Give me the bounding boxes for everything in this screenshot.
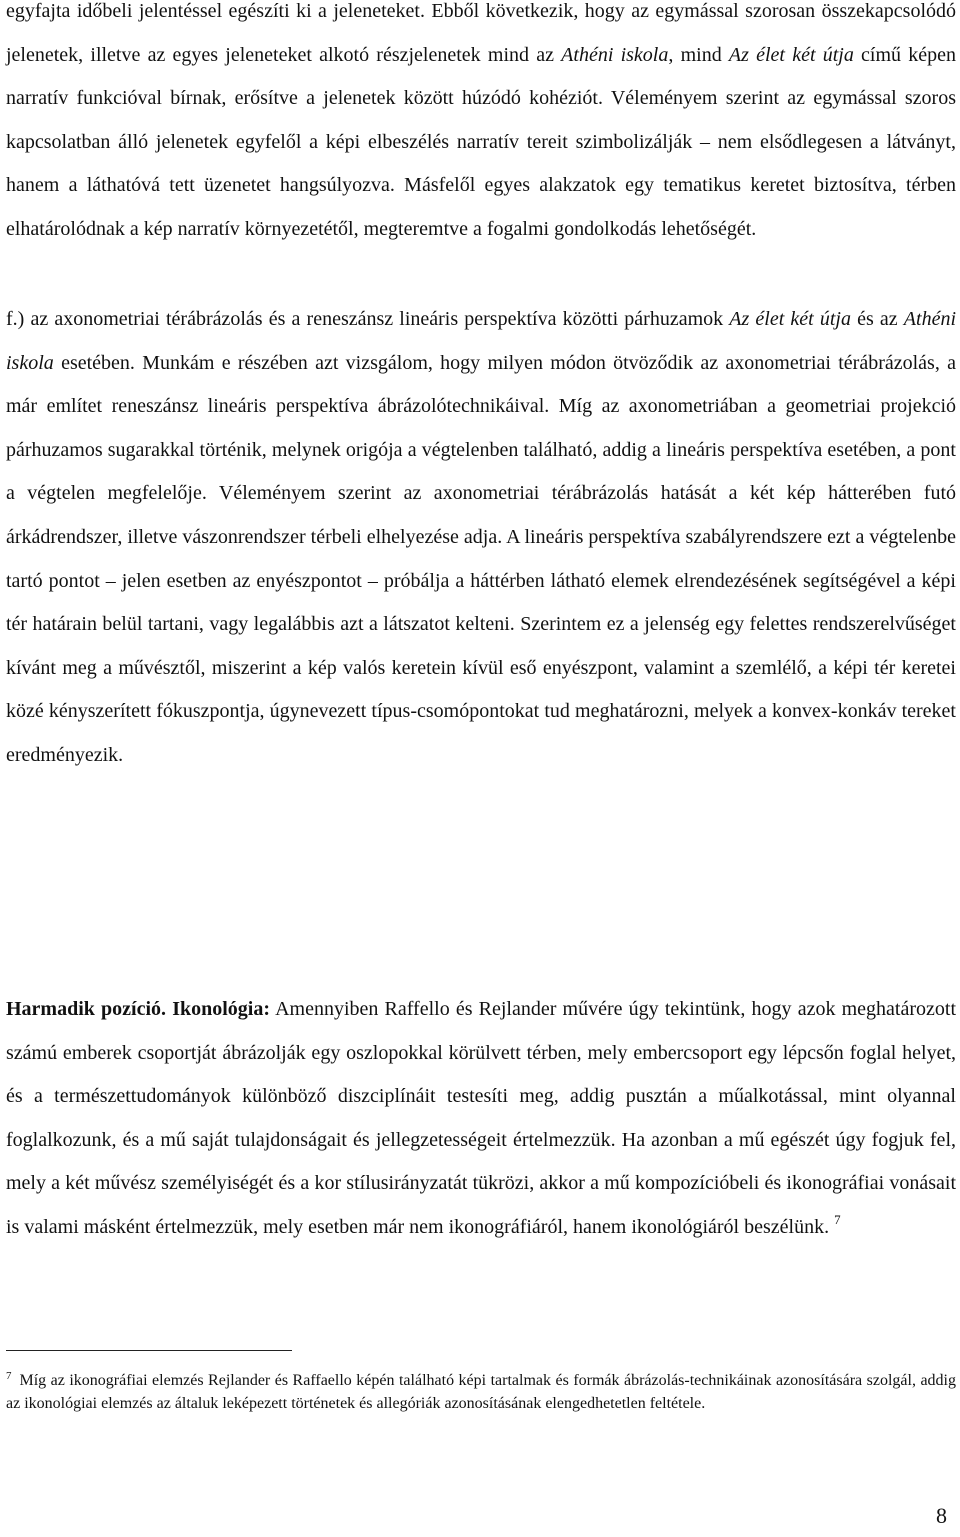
title-two-ways-of-life: Az élet két útja <box>728 43 854 66</box>
paragraph-text: esetében. Munkám e részében azt vizsgálom, hogy milyen módon ötvöződik az axonometriai térábrázolás, a már említet reneszánsz lineáris perspektíva ábrázolótechnikáival. Míg az axonometriában a geometriai projekció párhuzamos sugarakkal történik, melynek origója a végtelenben található, addig a lineáris perspektíva esetében, a pont a végtelen megfelelője. Véleményem szerint az axonometriai térábrázolás hatását a két kép hátterében futó árkádrendszer, illetve vászonrendszer térbeli elhelyezése adja. A lineáris perspektíva szabályrendszere ezt a végtelenbe tartó pontot – jelen esetben az enyészpontot – próbálja a háttérben látható elemek elrendezésének segítségével a képi tér határain belül tartani, vagy legalábbis azt a látszatot kelteni. Szerintem ez a jelenség egy felettes rendszerelvűséget kívánt meg a művésztől, miszerint a kép valós keretein kívül eső enyészpont, valamint a szemlélő, a képi tér keretei közé kényszerített fókuszpontja, úgynevezett típus-csomópontokat tud meghatározni, melyek a konvex-konkáv tereket eredményezik. <box>6 351 956 766</box>
paragraph-narrative-cohesion <box>6 0 956 252</box>
section-heading-iconology: Ikonológia: <box>172 998 271 1020</box>
title-athens-school: Athéni iskola <box>561 43 669 66</box>
footnote-reference[interactable]: 7 <box>834 1211 841 1227</box>
paragraph-text: egyfajta időbeli jelentéssel egészíti ki a jeleneteket. Ebből következik, hogy az egymással szorosan összekapcsolódó jelenetek, illetve az egyes jeleneteket alkotó részjelenetek mind az <box>6 0 956 66</box>
paragraph-iconology <box>6 988 956 1250</box>
footnote-number: 7 <box>6 1370 12 1382</box>
paragraph-text: Amennyiben Raffello és Rejlander művére úgy tekintünk, hogy azok meghatározott számú emberek csoportját ábrázolják egy oszlopokkal körülvett térben, mely embercsoport egy lépcsőn foglal helyet, és a természettudományok különböző diszciplínáit testesíti meg, addig pusztán a műalkotással, mint olyannal foglalkozunk, és a mű saját tulajdonságait és jellegzetességeit értelmezzük. Ha azonban a mű egészét úgy fogjuk fel, mely a két művész személyiségét és a kor stílusirányzatát tükrözi, akkor a mű kompozícióbeli és ikonográfiai vonásait is valami másként értelmezzük, mely esetben már nem ikonográfiáról, hanem ikonológiáról beszélünk. <box>6 998 956 1238</box>
paragraph-text: és az <box>850 308 904 330</box>
footnote-divider <box>6 1350 292 1351</box>
title-two-ways-of-life: Az élet két útja <box>729 308 851 330</box>
paragraph-text: című képen narratív funkcióval bírnak, erősítve a jelenetek között húzódó kohéziót. Véleményem szerint az egymással szoros kapcsolatban álló jelenetek egyfelől a képi elbeszélés narratív tereit szimbolizálják – nem elsődlegesen a látványt, hanem a láthatóvá tett üzenetet hangsúlyozva. Másfelől egyes alakzatok egy tematikus keretet biztosítva, térben elhatárolódnak a kép narratív környezetétől, megteremtve a fogalmi gondolkodás lehetőségét. <box>6 43 956 240</box>
title-athens-school: Athéni iskola <box>6 308 957 374</box>
page-number: 8 <box>936 1503 947 1528</box>
section-heading-third-position: Harmadik pozíció. <box>6 998 167 1020</box>
paragraph-text: f.) az axonometriai térábrázolás és a reneszánsz lineáris perspektíva közötti párhuzamok <box>6 308 730 330</box>
footnote-text: Míg az ikonográfiai elemzés Rejlander és Raffaello képén található képi tartalmak és formák ábrázolás-technikáinak azonosítására szolgál, addig az ikonológiai elemzés az általuk leképezett történetek és allegóriák azonosításának elengedhetetlen feltétele. <box>6 1372 956 1412</box>
paragraph-axonometric-perspective <box>6 298 956 778</box>
paragraph-text: , mind <box>668 43 729 66</box>
footnote <box>6 1370 956 1415</box>
